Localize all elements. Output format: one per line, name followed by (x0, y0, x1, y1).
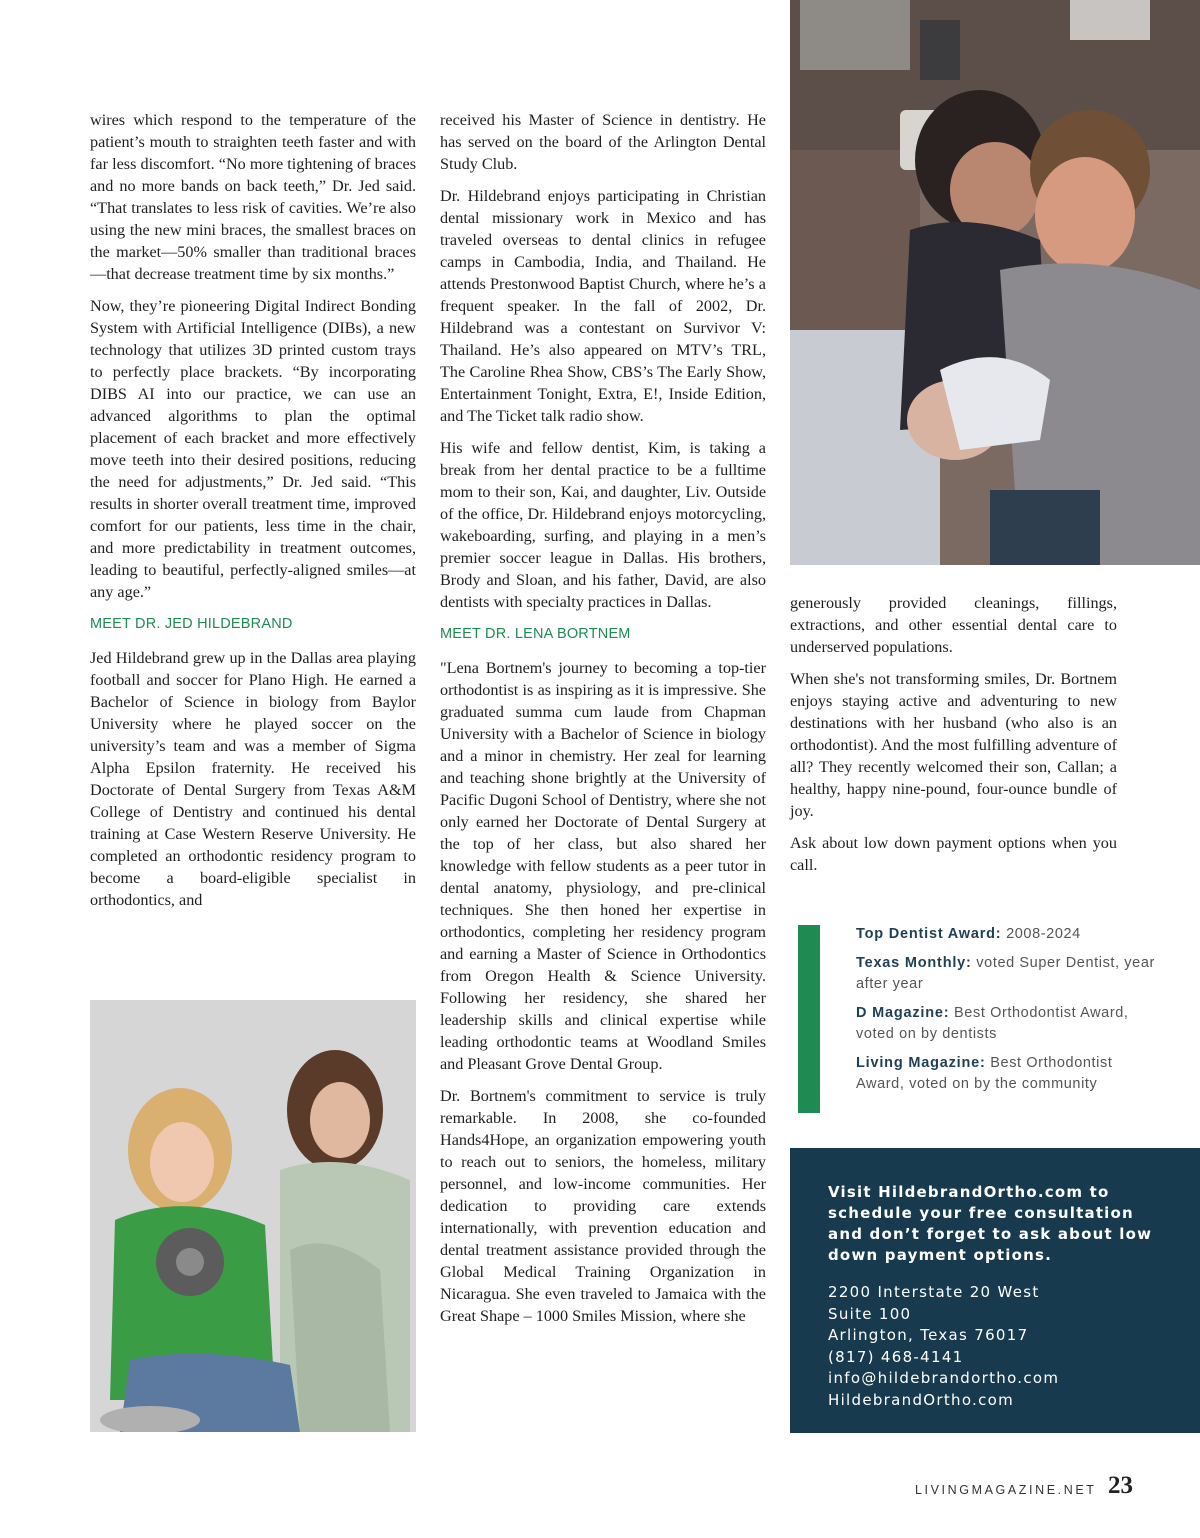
award-item (856, 924, 1156, 945)
award-text: Best Orthodontist Award, voted on by dentists (856, 1005, 1129, 1042)
contact-email[interactable]: info@hildebrandortho.com (828, 1369, 1060, 1387)
contact-box (790, 1148, 1200, 1433)
section-heading-lena: MEET DR. LENA BORTNEM (440, 626, 631, 642)
photo-couple-illustration (790, 0, 1200, 565)
col1-paragraph-1: wires which respond to the temperature of the patient’s mouth to straighten teeth faster and with far less discomfort. “No more tightening of braces and no more bands on back teeth,” Dr. Jed said. “That translates to less risk of cavities. We’re also using the new mini braces, the smallest braces on the market—50% smaller than traditional braces—that decrease treatment time by six months.” (90, 111, 416, 283)
col2-paragraph-4: "Lena Bortnem's journey to becoming a top-tier orthodontist is as inspiring as it is impressive. She graduated summa cum laude from Chapman University with a Bachelor of Science in biology and a minor in chemistry. Her zeal for learning and teaching shone brightly at the University of Pacific Dugoni School of Dentistry, where she not only earned her Doctorate of Dental Surgery at the top of her class, but also shared her knowledge with fellow students as a peer tutor in dental anatomy, physiology, and pre-clinical techniques. She then honed her expertise in orthodontics, completing her residency program and earning a Master of Science in Orthodontics from Oregon Health & Science University. Following her residency, she shared her leadership skills and clinical expertise while leading orthodontic teams at Woodland Smiles and Pleasant Grove Dental Group. (440, 659, 766, 1073)
photo-couple-with-newborn (790, 0, 1200, 565)
section-heading-jed: MEET DR. JED HILDEBRAND (90, 616, 293, 632)
award-label: D Magazine: (856, 1005, 950, 1021)
award-item (856, 1003, 1156, 1045)
contact-address-line-2: Suite 100 (828, 1304, 912, 1323)
photo-girl-with-orthodontist (90, 1000, 416, 1432)
award-label: Texas Monthly: (856, 955, 972, 971)
award-text: voted Super Dentist, year after year (856, 955, 1155, 992)
col1-paragraph-2: Now, they’re pioneering Digital Indirect Bonding System with Artificial Intelligence (DIBs), a new technology that utilizes 3D printed custom trays to perfectly place brackets. “By incorporating DIBS AI into our practice, we can use an advanced algorithms to plan the optimal placement of each bracket and more effectively move teeth into their desired positions, reducing the need for adjustments,” Dr. Jed said. “This results in shorter overall treatment time, improved comfort for our patients, less time in the chair, and more predictability in treatment outcomes, leading to beautiful, perfectly-aligned smiles—at any age.” (90, 297, 416, 601)
awards-accent-bar (798, 925, 820, 1113)
awards-list (856, 924, 1156, 1103)
article-column-3 (790, 592, 1117, 886)
contact-phone[interactable]: (817) 468-4141 (828, 1347, 964, 1366)
col3-paragraph-1: generously provided cleanings, fillings, extractions, and other essential dental care to underserved populations. (790, 594, 1117, 656)
footer-site-name: LIVINGMAGAZINE.NET (915, 1483, 1097, 1497)
award-label: Top Dentist Award: (856, 926, 1002, 942)
col2-paragraph-2: Dr. Hildebrand enjoys participating in Christian dental missionary work in Mexico and has traveled overseas to dental clinics in refugee camps in Cambodia, India, and Thailand. He attends Prestonwood Baptist Church, where he’s a frequent speaker. In the fall of 2002, Dr. Hildebrand was a contestant on Survivor V: Thailand. He’s also appeared on MTV’s TRL, The Caroline Rhea Show, CBS’s The Early Show, Entertainment Tonight, Extra, E!, Inside Edition, and The Ticket talk radio show. (440, 187, 766, 425)
page-number: 23 (1108, 1472, 1133, 1499)
col2-paragraph-3: His wife and fellow dentist, Kim, is taking a break from her dental practice to be a fulltime mom to their son, Kai, and daughter, Liv. Outside of the office, Dr. Hildebrand enjoys motorcycling, wakeboarding, surfing, and playing in a men’s premier soccer league in Dallas. His brothers, Brody and Sloan, and his father, David, are also dentists with specialty practices in Dallas. (440, 439, 766, 611)
col2-paragraph-1: received his Master of Science in dentistry. He has served on the board of the Arlington Dental Study Club. (440, 111, 766, 173)
contact-website[interactable]: HildebrandOrtho.com (828, 1390, 1015, 1409)
article-column-2 (440, 109, 766, 1337)
col2-paragraph-5: Dr. Bortnem's commitment to service is truly remarkable. In 2008, she co-founded Hands4Hope, an organization empowering youth to reach out to seniors, the homeless, military personnel, and low-income communities. Her dedication to providing care extends internationally, with prevention education and dental treatment assistance provided through the Global Medical Training Organization in Nicaragua. She even traveled to Jamaica with the Great Shape – 1000 Smiles Mission, where she (440, 1087, 766, 1325)
award-text: Best Orthodontist Award, voted on by the community (856, 1055, 1113, 1092)
award-label: Living Magazine: (856, 1055, 986, 1071)
article-column-1 (90, 109, 416, 921)
col3-paragraph-2: When she's not transforming smiles, Dr. Bortnem enjoys staying active and adventuring to new destinations with her husband (who also is an orthodontist). And the most fulfilling adventure of all? They recently welcomed their son, Callan; a healthy, happy nine-pound, four-ounce bundle of joy. (790, 670, 1117, 820)
col1-paragraph-3: Jed Hildebrand grew up in the Dallas area playing football and soccer for Plano High. He earned a Bachelor of Science in biology from Baylor University where he played soccer on the university’s team and was a member of Sigma Alpha Epsilon fraternity. He received his Doctorate of Dental Surgery from Texas A&M College of Dentistry and continued his dental training at Case Western Reserve University. He completed an orthodontic residency program to become a board-eligible specialist in orthodontics, and (90, 649, 416, 909)
award-item (856, 1053, 1156, 1095)
award-text: 2008-2024 (1001, 926, 1081, 942)
contact-address-line-1: 2200 Interstate 20 West (828, 1283, 1040, 1301)
contact-cta: Visit HildebrandOrtho.com to schedule your free consultation and don’t forget to ask about low down payment options. (828, 1183, 1153, 1264)
col3-paragraph-3: Ask about low down payment options when you call. (790, 834, 1117, 874)
contact-city: Arlington, Texas 76017 (828, 1326, 1029, 1344)
photo-girl-illustration (90, 1000, 416, 1432)
award-item (856, 953, 1156, 995)
